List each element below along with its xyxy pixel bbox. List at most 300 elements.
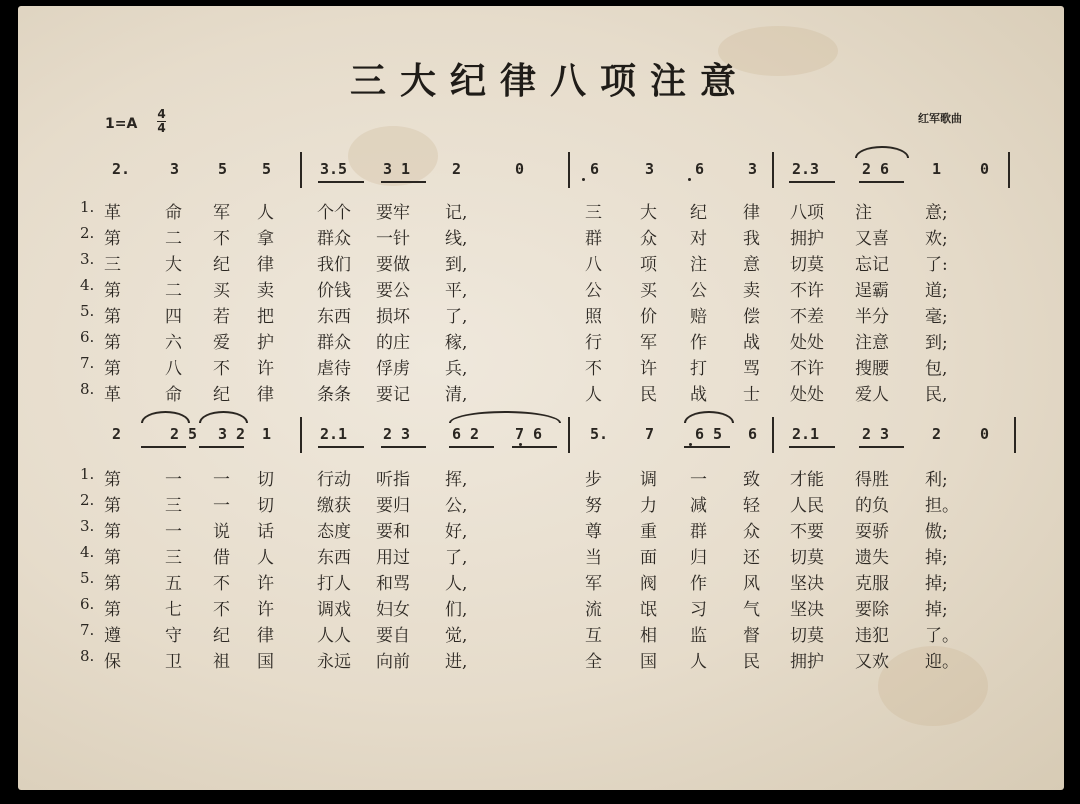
lyric-syllable: 力 [640,496,657,516]
verse-number: 6. [80,328,95,346]
lyric-syllable: 习 [690,600,707,620]
lyric-syllable: 才能 [790,470,824,490]
lyric-syllable: 虐待 [317,359,351,379]
lyric-syllable: 尊 [585,522,602,542]
lyric-syllable: 一针 [376,229,410,249]
verse-number: 1. [80,465,95,483]
beam-underline [859,181,904,183]
lyric-syllable: 步 [585,470,602,490]
lyric-syllable: 许 [640,359,657,379]
lyric-syllable: 律 [257,255,274,275]
lyric-syllable: 忘记 [855,255,889,275]
lyric-syllable: 遗失 [855,548,889,568]
lyric-syllable: 俘虏 [376,359,410,379]
lyric-syllable: 国 [257,652,274,672]
beam-underline [318,446,364,448]
note: 3 1 [383,160,411,178]
lyric-syllable: 担。 [925,496,959,516]
low-octave-dot [519,443,522,446]
note: 6 2 [452,425,480,443]
lyric-syllable: 互 [585,626,602,646]
lyric-syllable: 切莫 [790,626,824,646]
lyric-syllable: 群众 [317,229,351,249]
lyric-syllable: 半分 [855,307,889,327]
lyric-syllable: 处处 [790,385,824,405]
lyric-syllable: 调 [640,470,657,490]
lyric-syllable: 四 [165,307,182,327]
low-octave-dot [689,443,692,446]
lyric-syllable: 祖 [213,652,230,672]
verse-number: 8. [80,380,95,398]
lyric-syllable: 行动 [317,470,351,490]
lyric-syllable: 三 [104,255,121,275]
time-signature-bottom: 4 [157,121,166,135]
lyric-syllable: 要和 [376,522,410,542]
verse-number: 5. [80,569,95,587]
lyric-syllable: 减 [690,496,707,516]
lyric-syllable: 还 [743,548,760,568]
lyric-syllable: 拿 [257,229,274,249]
lyric-syllable: 六 [165,333,182,353]
bar-line [772,152,774,188]
lyric-syllable: 卖 [743,281,760,301]
lyric-syllable: 爱 [213,333,230,353]
lyric-syllable: 若 [213,307,230,327]
lyric-syllable: 价钱 [317,281,351,301]
lyric-syllable: 用过 [376,548,410,568]
lyric-syllable: 要公 [376,281,410,301]
beam-underline [449,446,494,448]
lyric-syllable: 偿 [743,307,760,327]
lyric-syllable: 努 [585,496,602,516]
lyric-syllable: 流 [585,600,602,620]
note: 2 [112,425,122,443]
lyric-syllable: 掉; [925,600,948,620]
lyric-syllable: 项 [640,255,657,275]
lyric-syllable: 许 [257,574,274,594]
bar-line [568,152,570,188]
lyric-syllable: 许 [257,600,274,620]
low-octave-dot [582,178,585,181]
note: 2 3 [383,425,411,443]
time-signature [157,108,166,135]
lyric-syllable: 了, [445,307,468,327]
lyric-syllable: 公 [690,281,707,301]
lyric-syllable: 护 [257,333,274,353]
bar-line [568,417,570,453]
lyric-syllable: 相 [640,626,657,646]
lyric-syllable: 打 [690,359,707,379]
lyric-syllable: 八 [585,255,602,275]
note: 7 [645,425,655,443]
note: 6 [748,425,758,443]
lyric-syllable: 作 [690,333,707,353]
lyric-syllable: 们, [445,600,468,620]
lyric-syllable: 纪 [213,255,230,275]
lyric-syllable: 好, [445,522,468,542]
lyric-syllable: 大 [165,255,182,275]
lyric-syllable: 士 [743,385,760,405]
lyric-syllable: 爱人 [855,385,889,405]
lyric-syllable: 律 [257,385,274,405]
note: 2.1 [320,425,348,443]
lyric-syllable: 欢; [925,229,948,249]
lyric-syllable: 人人 [317,626,351,646]
lyric-syllable: 听指 [376,470,410,490]
lyric-syllable: 面 [640,548,657,568]
verse-number: 7. [80,621,95,639]
lyric-syllable: 价 [640,307,657,327]
lyric-syllable: 的庄 [376,333,410,353]
lyric-syllable: 纪 [213,385,230,405]
lyric-syllable: 平, [445,281,468,301]
lyric-syllable: 到; [925,333,948,353]
beam-underline [859,446,904,448]
verse-number: 4. [80,543,95,561]
note: 5 [262,160,272,178]
lyric-syllable: 当 [585,548,602,568]
lyric-syllable: 战 [690,385,707,405]
lyric-syllable: 调戏 [317,600,351,620]
lyric-syllable: 意; [925,203,948,223]
lyric-syllable: 稼, [445,333,468,353]
lyric-syllable: 作 [690,574,707,594]
bar-line [1014,417,1016,453]
bar-line [1008,152,1010,188]
lyric-syllable: 五 [165,574,182,594]
lyric-syllable: 记, [445,203,468,223]
lyric-syllable: 掉; [925,548,948,568]
lyric-syllable: 第 [104,522,121,542]
verse-number: 3. [80,250,95,268]
lyric-syllable: 要归 [376,496,410,516]
lyric-syllable: 律 [257,626,274,646]
lyric-syllable: 行 [585,333,602,353]
lyric-syllable: 注意 [855,333,889,353]
key-signature: 1=A [105,116,138,132]
beam-underline [789,446,835,448]
lyric-syllable: 要牢 [376,203,410,223]
lyric-syllable: 违犯 [855,626,889,646]
verse-number: 8. [80,647,95,665]
lyric-syllable: 八 [165,359,182,379]
lyric-syllable: 注 [855,203,872,223]
beam-underline [789,181,835,183]
lyric-syllable: 照 [585,307,602,327]
beam-underline [141,446,186,448]
lyric-syllable: 致 [743,470,760,490]
verse-number: 2. [80,224,95,242]
lyric-syllable: 公, [445,496,468,516]
verse-number: 5. [80,302,95,320]
lyric-syllable: 革 [104,385,121,405]
lyric-syllable: 不 [213,229,230,249]
lyric-syllable: 掉; [925,574,948,594]
lyric-syllable: 又欢 [855,652,889,672]
lyric-syllable: 人民 [790,496,824,516]
song-title: 三大纪律八项注意 [349,61,750,102]
lyric-syllable: 卖 [257,281,274,301]
beam-underline [512,446,557,448]
lyric-syllable: 买 [640,281,657,301]
beam-underline [318,181,364,183]
lyric-syllable: 不许 [790,281,824,301]
note: 2.1 [792,425,820,443]
lyric-syllable: 切 [257,496,274,516]
lyric-syllable: 三 [165,548,182,568]
lyric-syllable: 要做 [376,255,410,275]
lyric-syllable: 清, [445,385,468,405]
lyric-syllable: 到, [445,255,468,275]
note: 3 [170,160,180,178]
lyric-syllable: 拥护 [790,652,824,672]
bar-line [772,417,774,453]
lyric-syllable: 第 [104,229,121,249]
lyric-syllable: 态度 [317,522,351,542]
lyric-syllable: 第 [104,470,121,490]
beam-underline [381,446,426,448]
note: 3.5 [320,160,348,178]
note: 2. [112,160,131,178]
lyric-syllable: 切莫 [790,548,824,568]
bar-line [300,417,302,453]
lyric-syllable: 话 [257,522,274,542]
bar-line [300,152,302,188]
lyric-syllable: 全 [585,652,602,672]
lyric-syllable: 二 [165,281,182,301]
lyric-syllable: 切 [257,470,274,490]
lyric-syllable: 东西 [317,307,351,327]
note: 0 [980,425,990,443]
lyric-syllable: 损坏 [376,307,410,327]
lyric-syllable: 把 [257,307,274,327]
lyric-syllable: 不许 [790,359,824,379]
lyric-syllable: 民, [925,385,948,405]
lyric-syllable: 说 [213,522,230,542]
lyric-syllable: 民 [640,385,657,405]
lyric-syllable: 对 [690,229,707,249]
lyric-syllable: 众 [640,229,657,249]
lyric-syllable: 人 [690,652,707,672]
note: 5. [590,425,609,443]
lyric-syllable: 人 [257,548,274,568]
lyric-syllable: 军 [213,203,230,223]
lyric-syllable: 人, [445,574,468,594]
note: 6 [590,160,600,178]
lyric-syllable: 二 [165,229,182,249]
note: 5 [218,160,228,178]
composer-credit: 红军歌曲 [918,112,962,125]
lyric-syllable: 一 [213,496,230,516]
verse-number: 3. [80,517,95,535]
lyric-syllable: 我 [743,229,760,249]
lyric-syllable: 人 [257,203,274,223]
lyric-syllable: 气 [743,600,760,620]
lyric-syllable: 包, [925,359,948,379]
lyric-syllable: 监 [690,626,707,646]
lyric-syllable: 第 [104,359,121,379]
note: 7 6 [515,425,543,443]
lyric-syllable: 第 [104,496,121,516]
lyric-syllable: 第 [104,600,121,620]
lyric-syllable: 又喜 [855,229,889,249]
lyric-syllable: 保 [104,652,121,672]
note: 1 [932,160,942,178]
lyric-syllable: 第 [104,307,121,327]
lyric-syllable: 七 [165,600,182,620]
lyric-syllable: 军 [585,574,602,594]
lyric-syllable: 许 [257,359,274,379]
lyric-syllable: 傲; [925,522,948,542]
note: 3 2 [218,425,246,443]
lyric-syllable: 群 [585,229,602,249]
lyric-syllable: 和骂 [376,574,410,594]
lyric-syllable: 众 [743,522,760,542]
lyric-syllable: 群 [690,522,707,542]
note: 6 5 [695,425,723,443]
lyric-syllable: 轻 [743,496,760,516]
lyric-syllable: 的负 [855,496,889,516]
lyric-syllable: 遵 [104,626,121,646]
lyric-syllable: 军 [640,333,657,353]
lyric-syllable: 风 [743,574,760,594]
lyric-syllable: 归 [690,548,707,568]
lyric-syllable: 氓 [640,600,657,620]
lyric-syllable: 耍骄 [855,522,889,542]
lyric-syllable: 克服 [855,574,889,594]
lyric-syllable: 兵, [445,359,468,379]
lyric-syllable: 拥护 [790,229,824,249]
lyric-syllable: 国 [640,652,657,672]
note: 1 [262,425,272,443]
note: 3 [645,160,655,178]
note: 6 [695,160,705,178]
lyric-syllable: 战 [743,333,760,353]
lyric-syllable: 公 [585,281,602,301]
lyric-syllable: 条条 [317,385,351,405]
lyric-syllable: 不 [213,574,230,594]
lyric-syllable: 毫; [925,307,948,327]
lyric-syllable: 觉, [445,626,468,646]
lyric-syllable: 民 [743,652,760,672]
lyric-syllable: 命 [165,203,182,223]
note: 2 [932,425,942,443]
lyric-syllable: 得胜 [855,470,889,490]
lyric-syllable: 一 [213,470,230,490]
lyric-syllable: 线, [445,229,468,249]
lyric-syllable: 我们 [317,255,351,275]
lyric-syllable: 搜腰 [855,359,889,379]
lyric-syllable: 八项 [790,203,824,223]
lyric-syllable: 一 [165,522,182,542]
lyric-syllable: 个个 [317,203,351,223]
lyric-syllable: 一 [165,470,182,490]
lyric-syllable: 了。 [925,626,959,646]
lyric-syllable: 守 [165,626,182,646]
lyric-syllable: 不 [213,600,230,620]
lyric-syllable: 阀 [640,574,657,594]
lyric-syllable: 第 [104,333,121,353]
lyric-syllable: 永远 [317,652,351,672]
lyric-syllable: 进, [445,652,468,672]
lyric-syllable: 群众 [317,333,351,353]
lyric-syllable: 道; [925,281,948,301]
lyric-syllable: 东西 [317,548,351,568]
lyric-syllable: 不要 [790,522,824,542]
lyric-syllable: 命 [165,385,182,405]
lyric-syllable: 三 [165,496,182,516]
lyric-syllable: 注 [690,255,707,275]
lyric-syllable: 坚决 [790,600,824,620]
note: 2 6 [862,160,890,178]
lyric-syllable: 买 [213,281,230,301]
lyric-syllable: 纪 [213,626,230,646]
lyric-syllable: 人 [585,385,602,405]
lyric-syllable: 律 [743,203,760,223]
lyric-syllable: 妇女 [376,600,410,620]
lyric-syllable: 不 [213,359,230,379]
lyric-syllable: 要记 [376,385,410,405]
note: 2.3 [792,160,820,178]
beam-underline [381,181,426,183]
low-octave-dot [688,178,691,181]
lyric-syllable: 卫 [165,652,182,672]
lyric-syllable: 了, [445,548,468,568]
lyric-syllable: 督 [743,626,760,646]
lyric-syllable: 切莫 [790,255,824,275]
verse-number: 6. [80,595,95,613]
lyric-syllable: 一 [690,470,707,490]
beam-underline [684,446,730,448]
lyric-syllable: 赔 [690,307,707,327]
lyric-syllable: 向前 [376,652,410,672]
time-signature-top: 4 [157,107,166,121]
lyric-syllable: 了: [925,255,948,275]
lyric-syllable: 逞霸 [855,281,889,301]
lyric-syllable: 挥, [445,470,468,490]
lyric-syllable: 第 [104,281,121,301]
lyric-syllable: 利; [925,470,948,490]
note: 2 3 [862,425,890,443]
lyric-syllable: 三 [585,203,602,223]
verse-number: 4. [80,276,95,294]
lyric-syllable: 重 [640,522,657,542]
lyric-syllable: 要自 [376,626,410,646]
note: 3 [748,160,758,178]
lyric-syllable: 缴获 [317,496,351,516]
lyric-syllable: 借 [213,548,230,568]
verse-number: 2. [80,491,95,509]
lyric-syllable: 不差 [790,307,824,327]
lyric-syllable: 意 [743,255,760,275]
note: 2 5 [170,425,198,443]
verse-number: 7. [80,354,95,372]
beam-underline [199,446,244,448]
lyric-syllable: 迎。 [925,652,959,672]
lyric-syllable: 骂 [743,359,760,379]
lyric-syllable: 打人 [317,574,351,594]
lyric-syllable: 革 [104,203,121,223]
lyric-syllable: 大 [640,203,657,223]
verse-number: 1. [80,198,95,216]
note: 0 [980,160,990,178]
note: 2 [452,160,462,178]
lyric-syllable: 要除 [855,600,889,620]
lyric-syllable: 处处 [790,333,824,353]
lyric-syllable: 第 [104,574,121,594]
lyric-syllable: 第 [104,548,121,568]
note: 0 [515,160,525,178]
